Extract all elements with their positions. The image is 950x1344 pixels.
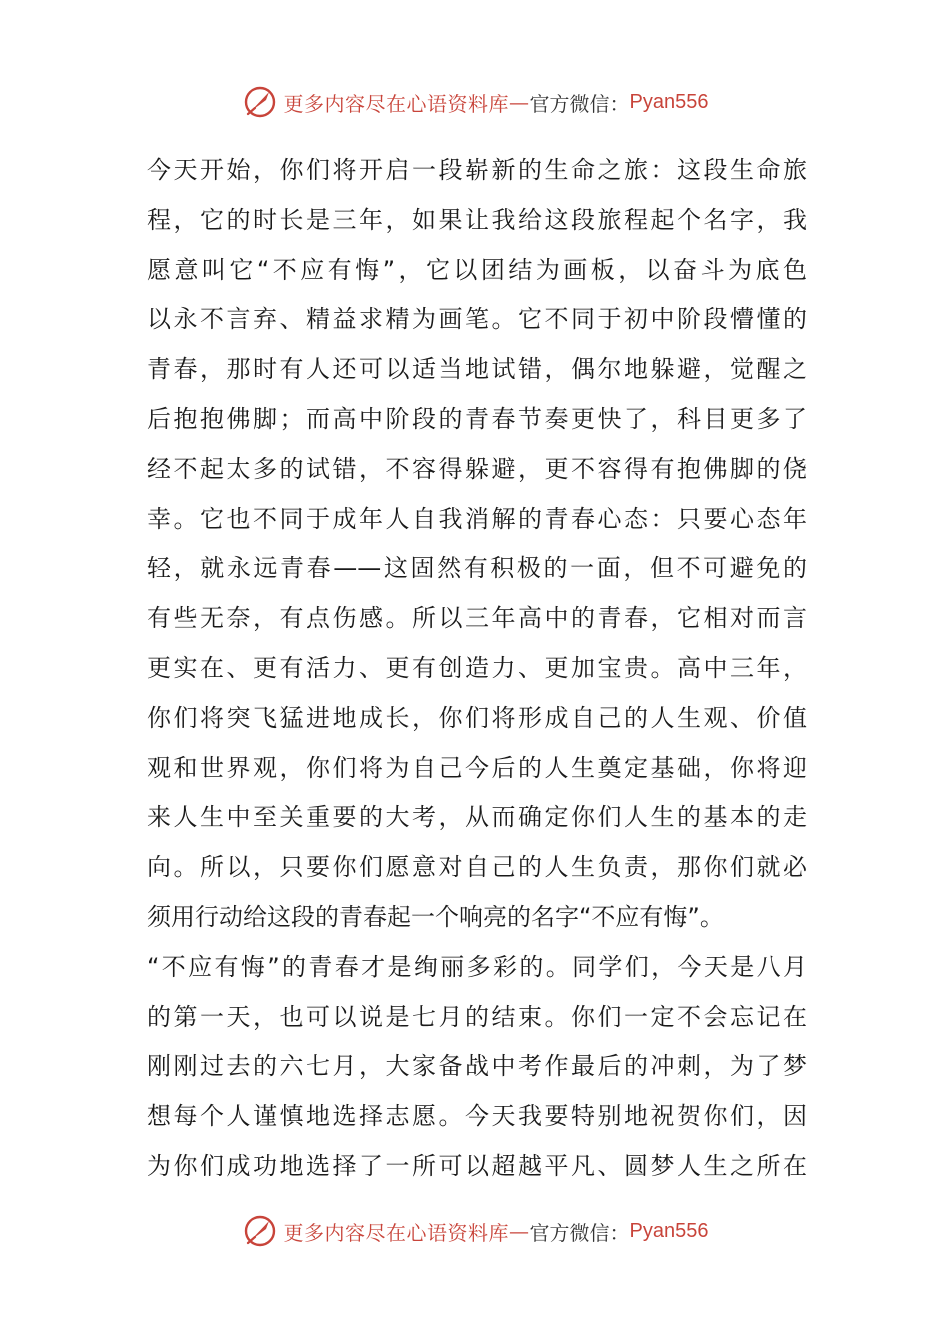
banner-wechat-id: Pyan556 (629, 90, 709, 113)
header-banner (0, 82, 950, 122)
banner-brand-text: 更多内容尽在心语资料库 (283, 1220, 510, 1245)
quill-pen-logo-icon (242, 1213, 278, 1249)
text-line: 有些无奈，有点伤感。所以三年高中的青春，它相对而言 (147, 604, 807, 633)
banner-wechat-label: 官方微信： (529, 91, 630, 116)
text-line: 想每个人谨慎地选择志愿。今天我要特别地祝贺你们，因 (147, 1102, 807, 1131)
text-line: 以永不言弃、精益求精为画笔。它不同于初中阶段懵懂的 (147, 305, 807, 334)
text-line: 今天开始，你们将开启一段崭新的生命之旅：这段生命旅 (147, 156, 807, 184)
text-line: 刚刚过去的六七月，大家备战中考作最后的冲刺，为了梦 (147, 1052, 807, 1081)
text-line: 程，它的时长是三年，如果让我给这段旅程起个名字，我 (147, 205, 807, 234)
banner-wechat-label: 官方微信： (529, 1220, 630, 1245)
quill-pen-logo-icon (242, 84, 278, 120)
text-line: 幸。它也不同于成年人自我消解的青春心态：只要心态年 (147, 504, 807, 533)
text-line: 轻，就永远青春——这固然有积极的一面，但不可避免的 (147, 554, 807, 583)
banner-wechat-id: Pyan556 (629, 1219, 709, 1242)
text-line: 后抱抱佛脚；而高中阶段的青春节奏更快了，科目更多了 (147, 404, 807, 433)
banner-dash: — (509, 1219, 530, 1243)
text-line: 你们将突飞猛进地成长，你们将形成自己的人生观、价值 (147, 703, 807, 732)
text-line: 须用行动给这段的青春起一个响亮的名字“不应有悔”。 (147, 902, 724, 931)
text-line: 向。所以，只要你们愿意对自己的人生负责，那你们就必 (147, 853, 807, 882)
text-line: 经不起太多的试错，不容得躲避，更不容得有抱佛脚的侥 (147, 454, 807, 483)
text-line: 为你们成功地选择了一所可以超越平凡、圆梦人生之所在 (147, 1151, 807, 1180)
footer-banner (0, 1211, 950, 1251)
document-body (147, 146, 807, 1192)
banner-brand-text: 更多内容尽在心语资料库 (283, 91, 510, 116)
text-line: 更实在、更有活力、更有创造力、更加宝贵。高中三年， (147, 653, 807, 682)
text-line: “不应有悔”的青春才是绚丽多彩的。同学们，今天是八月 (147, 952, 807, 981)
text-line: 的第一天，也可以说是七月的结束。你们一定不会忘记在 (147, 1002, 807, 1031)
text-line: 观和世界观，你们将为自己今后的人生奠定基础，你将迎 (147, 753, 807, 782)
text-line: 愿意叫它“不应有悔”，它以团结为画板，以奋斗为底色 (147, 255, 807, 284)
text-line: 青春，那时有人还可以适当地试错，偶尔地躲避，觉醒之 (147, 355, 807, 384)
text-line: 来人生中至关重要的大考，从而确定你们人生的基本的走 (147, 803, 807, 832)
banner-dash: — (509, 90, 530, 114)
